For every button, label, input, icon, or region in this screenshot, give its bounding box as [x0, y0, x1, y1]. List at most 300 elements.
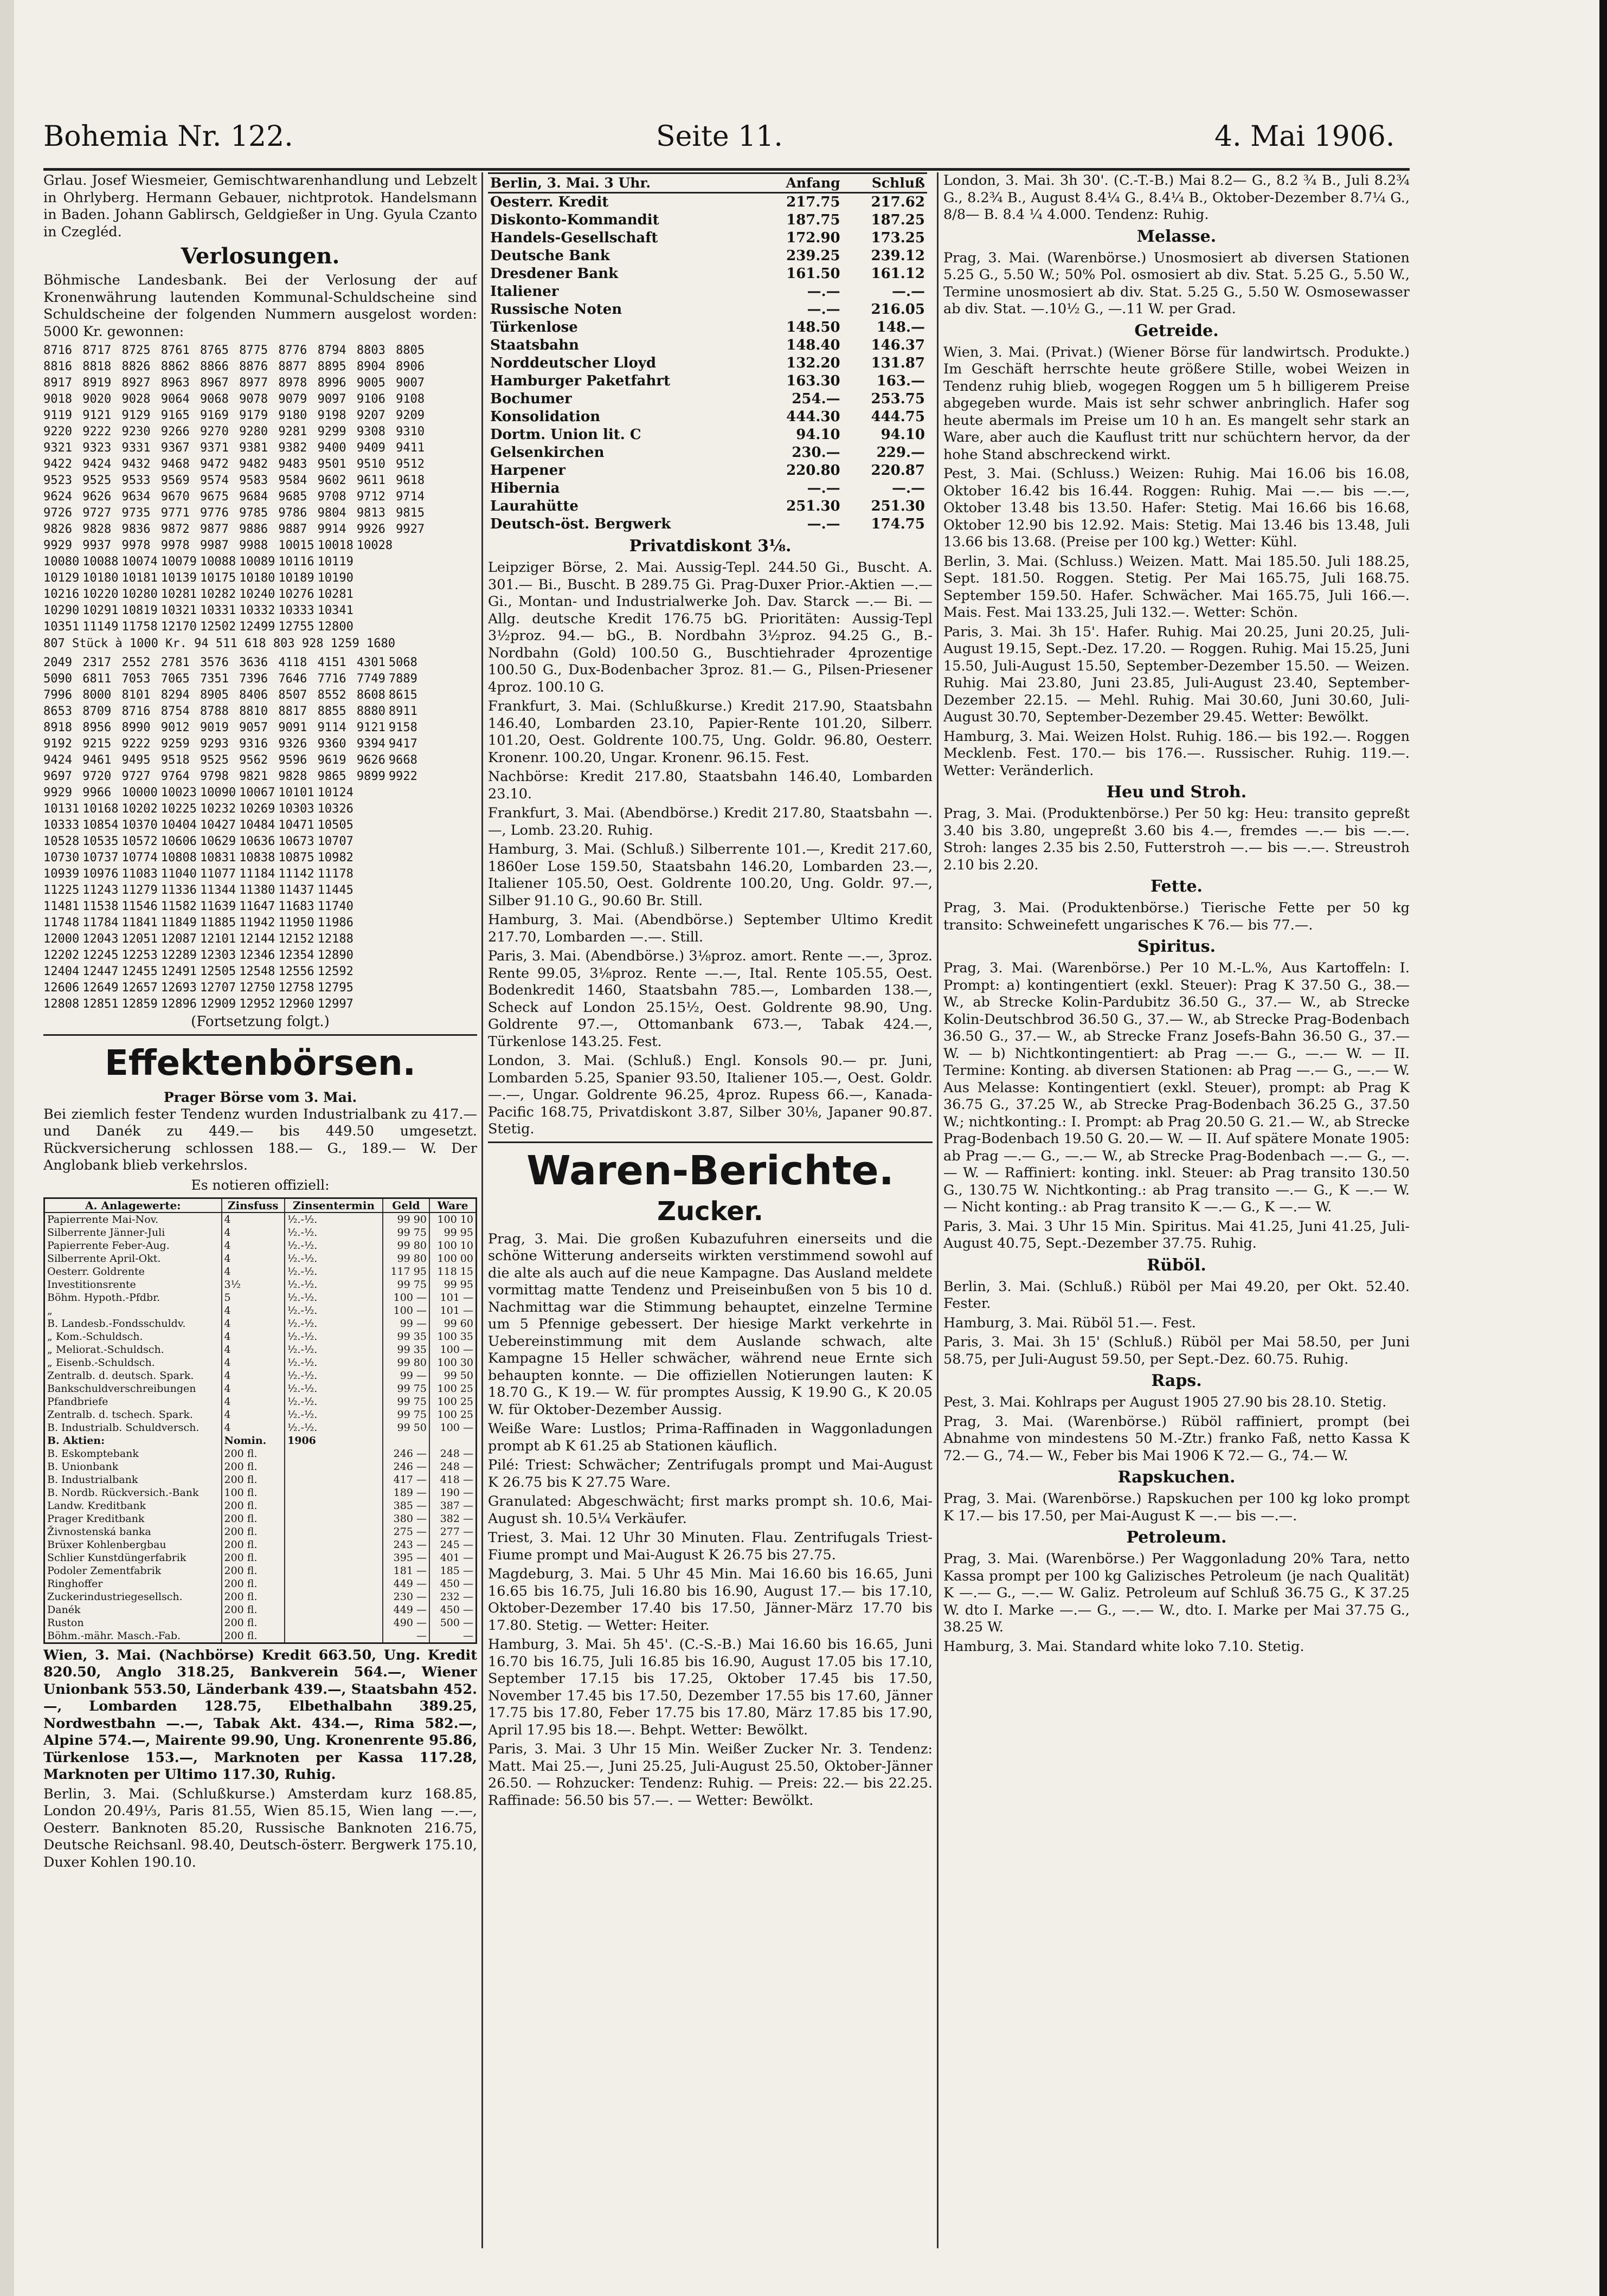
quote-row — [44, 1512, 477, 1525]
lottery-number: 10370 — [121, 818, 158, 832]
lottery-number: 9562 — [239, 753, 268, 767]
lottery-number: 9280 — [239, 425, 268, 438]
quote-cell: ½.-½. — [285, 1421, 383, 1434]
getreide-report: Paris, 3. Mai. 3h 15'. Hafer. Ruhig. Mai 20.25, Juni 20.25, Juli-August 19.15, Sept.-Dez. 17.20. — Roggen. Ruhig. Mai 15.25, Juni 15.50, Juli-August 15.50, September-Dezember 15.50. — Weizen. Ruhig. Mai 23.80, Juni 23.85, Juli-August 23.40, September-Dezember 22.15. — Mehl. Ruhig. Mai 30.60, Juni 30.60, Juli-August 30.70, September-Dezember 29.45. Wetter: Bewölkt. — [943, 623, 1410, 725]
lottery-number: 11942 — [239, 915, 275, 930]
stock-anfang: 220.80 — [786, 462, 840, 479]
lottery-number: 10216 — [43, 588, 80, 601]
quote-cell: 246 — — [383, 1447, 429, 1460]
lottery-number: 8963 — [160, 376, 190, 390]
lottery-number: 10276 — [278, 588, 314, 601]
stock-name: Türkenlose — [490, 319, 578, 336]
quote-row — [44, 1265, 477, 1278]
number-row — [43, 752, 421, 769]
lottery-number: 10131 — [43, 802, 80, 816]
number-row — [43, 655, 421, 671]
lottery-number: 10976 — [82, 867, 119, 881]
section-rule-2 — [488, 1141, 933, 1143]
lottery-number: 9626 — [82, 490, 112, 504]
lottery-number: 12087 — [160, 932, 197, 946]
stock-anfang: 444.30 — [786, 409, 840, 425]
quote-cell: 99 — — [383, 1369, 429, 1382]
lottery-number — [389, 866, 421, 882]
quote-cell: 4 — [222, 1265, 285, 1278]
lottery-number: 10484 — [239, 818, 275, 832]
lottery-number: 9179 — [239, 409, 268, 422]
quote-row — [44, 1291, 477, 1304]
number-row — [43, 964, 421, 980]
lottery-number: 9828 — [278, 769, 307, 783]
lottery-number: 9727 — [121, 769, 151, 783]
lottery-number: 10939 — [43, 867, 80, 881]
quote-row — [44, 1317, 477, 1330]
lottery-number: 12043 — [82, 932, 119, 946]
lottery-number — [396, 538, 428, 554]
lottery-number: 9331 — [121, 441, 151, 455]
lottery-number: 3576 — [200, 655, 229, 669]
lottery-number: 9400 — [317, 441, 346, 455]
stock-anfang: 172.90 — [786, 230, 840, 246]
quote-cell: ½.-½. — [285, 1291, 383, 1304]
quote-header-cell: Zinsentermin — [285, 1198, 383, 1213]
quote-row — [44, 1499, 477, 1512]
lottery-number: 9057 — [239, 720, 268, 734]
stock-anfang: —.— — [807, 283, 840, 300]
quote-row — [44, 1525, 477, 1538]
lottery-number: 9308 — [356, 425, 385, 438]
lottery-number — [389, 801, 421, 817]
stock-anfang: —.— — [807, 480, 840, 496]
lottery-number: 8895 — [317, 360, 346, 373]
stock-row — [488, 515, 927, 533]
quote-cell: 200 fl. — [222, 1577, 285, 1590]
stock-name: Deutsche Bank — [490, 248, 610, 264]
quote-row — [44, 1239, 477, 1252]
lottery-number: 9708 — [317, 490, 346, 504]
lottery-number: 9626 — [356, 753, 385, 767]
lottery-number: 10982 — [317, 850, 353, 865]
quote-header-cell: Ware — [429, 1198, 477, 1213]
scan-edge-left — [0, 0, 14, 2296]
quote-row — [44, 1460, 477, 1473]
lottery-number — [357, 817, 389, 834]
lottery-number: 10636 — [239, 834, 275, 848]
lottery-number — [389, 964, 421, 980]
raps-heading: Raps. — [1151, 1371, 1202, 1390]
quote-row — [44, 1629, 477, 1643]
lottery-number: 9929 — [43, 539, 72, 552]
lottery-number: 8101 — [121, 688, 151, 702]
lottery-number — [389, 882, 421, 899]
lottery-number: 12592 — [317, 964, 353, 978]
quote-cell: B. Industrialbank — [44, 1473, 222, 1486]
lottery-number: 12346 — [239, 948, 275, 962]
stock-row — [488, 301, 927, 319]
number-row — [43, 931, 421, 947]
lottery-number: 10838 — [239, 850, 275, 865]
lottery-number: 12404 — [43, 964, 80, 978]
lottery-number: 11849 — [160, 915, 197, 930]
lottery-number: 8716 — [121, 704, 151, 718]
stock-row — [488, 408, 927, 426]
lottery-number: 8406 — [239, 688, 268, 702]
lottery-number: 9574 — [200, 474, 229, 487]
lottery-number: 8716 — [43, 344, 72, 357]
stock-anfang: 217.75 — [786, 194, 840, 210]
quote-cell: 450 — — [429, 1603, 477, 1616]
lottery-number — [389, 817, 421, 834]
lottery-number — [357, 801, 389, 817]
quote-cell: Oesterr. Goldrente — [44, 1265, 222, 1278]
lottery-number — [357, 850, 389, 866]
lottery-numbers-table-2 — [43, 655, 421, 1012]
heu-heading: Heu und Stroh. — [1106, 783, 1247, 802]
lottery-number: 9804 — [317, 506, 346, 520]
lottery-number: 11538 — [82, 899, 119, 913]
number-row — [43, 456, 428, 473]
lottery-numbers-table-1 — [43, 343, 428, 635]
number-row — [43, 882, 421, 899]
lottery-number: 12245 — [82, 948, 119, 962]
quote-section-cell: Nomin. — [222, 1434, 285, 1447]
lottery-number: 9523 — [43, 474, 72, 487]
stock-anfang: 148.40 — [786, 337, 840, 353]
stock-name: Dortm. Union lit. C — [490, 427, 641, 443]
quote-cell: Silberrente April-Okt. — [44, 1252, 222, 1265]
stock-anfang: —.— — [807, 301, 840, 318]
lottery-number — [396, 586, 428, 603]
lottery-number: 8000 — [82, 688, 112, 702]
quote-cell: 101 — — [429, 1291, 477, 1304]
number-row — [43, 801, 421, 817]
lottery-number: 9675 — [200, 490, 229, 504]
lottery-number: 10281 — [317, 588, 353, 601]
lottery-number: 10000 — [121, 785, 158, 799]
quote-cell: ½.-½. — [285, 1252, 383, 1265]
getreide-report: Wien, 3. Mai. (Privat.) (Wiener Börse für landwirtsch. Produkte.) Im Geschäft herrschte heute größere Stille, wobei Weizen in Tendenz ruhig blieb, wogegen Roggen um 5 h billigerem Preise abgegeben wurde. Mais ist sehr schwer anbringlich. Hafer sog heute abermals im Preise um 10 h an. Es mangelt sehr stark an Ware, aber auch die Kauflust tritt nur schüchtern hervor, da der hohe Stand abschreckend wirkt. — [943, 344, 1410, 463]
lottery-number: 9020 — [82, 392, 112, 406]
raps-report: Prag, 3. Mai. (Warenbörse.) Rüböl raffiniert, prompt (bei Abnahme von mindestens 50 M.-Ztr.) franko Faß, netto Kassa K 72.— G., 74.— W., Feber bis Mai 1906 K 72.— G., 74.— W. — [943, 1413, 1410, 1464]
lottery-number: 12499 — [239, 620, 275, 634]
lottery-number — [357, 834, 389, 850]
quote-cell: 100 fl. — [222, 1486, 285, 1499]
number-row — [43, 391, 428, 408]
stock-row — [488, 193, 927, 212]
lottery-number: 12354 — [278, 948, 314, 962]
lottery-number: 9360 — [317, 737, 346, 751]
quote-row — [44, 1408, 477, 1421]
quote-cell: ½.-½. — [285, 1343, 383, 1356]
lottery-number: 10854 — [82, 818, 119, 832]
lottery-number: 8507 — [278, 688, 307, 702]
number-row — [43, 947, 421, 964]
lottery-number — [396, 603, 428, 619]
quote-cell: 382 — — [429, 1512, 477, 1525]
lottery-number: 9018 — [43, 392, 72, 406]
melasse-heading: Melasse. — [1136, 227, 1217, 246]
lottery-number: 8904 — [356, 360, 385, 373]
quote-cell: 99 90 — [383, 1213, 429, 1226]
lottery-number: 10572 — [121, 834, 158, 848]
lottery-number: 9611 — [356, 474, 385, 487]
lottery-number: 10528 — [43, 834, 80, 848]
quote-cell: 4 — [222, 1395, 285, 1408]
quote-cell — [285, 1616, 383, 1629]
lottery-number: 9685 — [278, 490, 307, 504]
lottery-number: 12000 — [43, 932, 80, 946]
quote-cell: „ Eisenb.-Schuldsch. — [44, 1356, 222, 1369]
lottery-number: 10189 — [278, 571, 314, 585]
rapskuchen-text: Prag, 3. Mai. (Warenbörse.) Rapskuchen per 100 kg loko prompt K 17.— bis 17.50, per Mai-August K —.— bis —.—. — [943, 1491, 1410, 1524]
lottery-number: 9886 — [239, 523, 268, 536]
lottery-number: 12952 — [239, 997, 275, 1011]
stock-row — [488, 426, 927, 444]
ruboel-report: Hamburg, 3. Mai. Rüböl 51.—. Fest. — [943, 1314, 1196, 1331]
lottery-number: 11336 — [160, 883, 197, 897]
fette-heading: Fette. — [1150, 877, 1203, 896]
number-row — [43, 996, 421, 1012]
lottery-number: 9899 — [356, 769, 385, 783]
lottery-number: 11445 — [317, 883, 353, 897]
quote-cell: 99 60 — [429, 1317, 477, 1330]
lottery-number: 8978 — [278, 376, 307, 390]
lottery-number: 11279 — [121, 883, 158, 897]
lottery-number: 10116 — [278, 555, 314, 569]
zucker-report: Paris, 3. Mai. 3 Uhr 15 Min. Weißer Zucker Nr. 3. Tendenz: Matt. Mai 25.—, Juni 25.25, Juli-August 25.50, Oktober-Jänner 26.50. — Rohzucker: Tendenz: Ruhig. — Preis: 22.— bis 22.25. Raffinade: 56.50 bis 57.—. — Wetter: Bewölkt. — [488, 1741, 933, 1809]
number-row — [43, 915, 421, 931]
lottery-number: 9371 — [200, 441, 229, 455]
quote-row — [44, 1330, 477, 1343]
lottery-number: 10269 — [239, 802, 275, 816]
lottery-number: 9533 — [121, 474, 151, 487]
lottery-number: 9512 — [396, 457, 425, 471]
lottery-number: 9483 — [278, 457, 307, 471]
lottery-number: 12960 — [278, 997, 314, 1011]
quote-section-cell: 1906 — [285, 1434, 383, 1447]
lottery-number: 9198 — [317, 409, 346, 422]
lottery-number: 9501 — [317, 457, 346, 471]
quote-cell: 118 15 — [429, 1265, 477, 1278]
petroleum-report: Hamburg, 3. Mai. Standard white loko 7.10. Stetig. — [943, 1638, 1304, 1655]
number-row — [43, 720, 421, 736]
lottery-number: 8906 — [396, 360, 425, 373]
lottery-number: 8725 — [121, 344, 151, 357]
quote-cell: 4 — [222, 1317, 285, 1330]
lottery-number: 9697 — [43, 769, 72, 783]
lottery-number: 9222 — [82, 425, 112, 438]
lottery-number: 10088 — [200, 555, 236, 569]
stock-anfang: 132.20 — [786, 355, 840, 371]
number-row — [43, 505, 428, 521]
quote-cell: Podoler Zementfabrik — [44, 1564, 222, 1577]
lottery-number: 7065 — [160, 672, 190, 686]
quote-cell: 4 — [222, 1226, 285, 1239]
quote-cell: 100 — — [383, 1304, 429, 1317]
lottery-number: 2317 — [82, 655, 112, 669]
quote-cell: 190 — — [429, 1486, 477, 1499]
lottery-number: 9432 — [121, 457, 151, 471]
number-row — [43, 424, 428, 440]
lottery-number: 10303 — [278, 802, 314, 816]
lottery-number: 9836 — [121, 523, 151, 536]
quote-row — [44, 1369, 477, 1382]
lottery-number: 8855 — [317, 704, 346, 718]
stock-name: Deutsch-öst. Bergwerk — [490, 516, 671, 532]
lottery-number: 9584 — [278, 474, 307, 487]
col-anfang: Anfang — [757, 173, 842, 193]
lottery-number: 9714 — [396, 490, 425, 504]
quote-cell — [285, 1538, 383, 1551]
quote-cell: „ Kom.-Schuldsch. — [44, 1330, 222, 1343]
quote-cell: 387 — — [429, 1499, 477, 1512]
stock-anfang: 251.30 — [786, 498, 840, 514]
quote-cell: B. Unionbank — [44, 1460, 222, 1473]
section-rule — [43, 1034, 477, 1036]
stock-name: Handels-Gesellschaft — [490, 230, 658, 246]
lottery-number: 12253 — [121, 948, 158, 962]
quote-cell — [285, 1447, 383, 1460]
quote-cell: 99 80 — [383, 1252, 429, 1265]
lottery-number: 12051 — [121, 932, 158, 946]
lottery-number — [389, 996, 421, 1012]
lottery-number: 9887 — [278, 523, 307, 536]
lottery-number: 12491 — [160, 964, 197, 978]
lottery-number: 11149 — [82, 620, 119, 634]
number-row — [43, 769, 421, 785]
wien-nachboerse: Wien, 3. Mai. (Nachbörse) Kredit 663.50, Ung. Kredit 820.50, Anglo 318.25, Bankverein 564.—, Wiener Unionbank 553.50, Länderbank 439.—, Staatsbahn 452.—, Lombarden 128.75, Elbethalbahn 389.25, Nordwestbahn —.—, Tabak Akt. 434.—, Rima 582.—, Alpine 574.—, Mairente 99.90, Ung. Kronenrente 95.86, Türkenlose 153.—, Marknoten per Kassa 117.28, Marknoten per Ultimo 117.30, Ruhig. — [43, 1647, 477, 1783]
lottery-number: 9409 — [356, 441, 385, 455]
number-row — [43, 375, 428, 391]
stock-row — [488, 462, 927, 480]
quote-cell: Zentralb. d. tschech. Spark. — [44, 1408, 222, 1421]
spiritus-report: Paris, 3. Mai. 3 Uhr 15 Min. Spiritus. Mai 41.25, Juni 41.25, Juli-August 40.75, Sept.-Dezember 37.75. Ruhig. — [943, 1218, 1410, 1252]
lottery-number — [357, 866, 389, 882]
quote-cell: 100 — — [429, 1421, 477, 1434]
stock-row — [488, 498, 927, 515]
quote-row — [44, 1421, 477, 1434]
lottery-number: 11344 — [200, 883, 236, 897]
stock-schluss: 444.75 — [871, 409, 925, 425]
lottery-number: 10089 — [239, 555, 275, 569]
stock-name: Harpener — [490, 462, 565, 479]
lottery-number: 11380 — [239, 883, 275, 897]
stock-row — [488, 283, 927, 301]
lottery-number: 8615 — [388, 688, 417, 702]
lottery-number: 4301 — [356, 655, 385, 669]
quote-cell: 100 25 — [429, 1408, 477, 1421]
lottery-number: 9007 — [396, 376, 425, 390]
quote-cell — [285, 1564, 383, 1577]
lottery-number: 8918 — [43, 720, 72, 734]
quote-cell: ½.-½. — [285, 1278, 383, 1291]
stock-schluss: 146.37 — [871, 337, 925, 353]
lottery-number: 9121 — [82, 409, 112, 422]
lottery-number: 9826 — [43, 523, 72, 536]
lottery-number: 6811 — [82, 672, 112, 686]
quote-cell: Ringhoffer — [44, 1577, 222, 1590]
quote-cell: 450 — — [429, 1577, 477, 1590]
quote-row — [44, 1382, 477, 1395]
intro-paragraph: Grlau. Josef Wiesmeier, Gemischtwarenhandlung und Lebzelt in Ohrlyberg. Hermann Gebauer, nichtprotok. Handelsmann in Baden. Johann Gablirsch, Geldgießer in Ung. Gyula Czanto in Czegléd. — [43, 172, 477, 240]
quote-cell: 4 — [222, 1356, 285, 1369]
lottery-number: 9618 — [396, 474, 425, 487]
lottery-number: 7351 — [200, 672, 229, 686]
lottery-number: 12101 — [200, 932, 236, 946]
lottery-number: 8862 — [160, 360, 190, 373]
lottery-number: 12750 — [239, 981, 275, 995]
quote-row — [44, 1538, 477, 1551]
lottery-number: 12548 — [239, 964, 275, 978]
stock-anfang: 187.75 — [786, 212, 840, 228]
stock-schluss: 239.12 — [871, 248, 925, 264]
quote-cell: 4 — [222, 1343, 285, 1356]
lottery-number: 8294 — [160, 688, 190, 702]
stock-row — [488, 337, 927, 354]
lottery-number: 10124 — [317, 785, 353, 799]
zucker-report: Triest, 3. Mai. 12 Uhr 30 Minuten. Flau. Zentrifugals Triest-Fiume prompt und Mai-August K 26.75 bis 27.75. — [488, 1530, 933, 1563]
quote-cell: B. Landesb.-Fondsschuldv. — [44, 1317, 222, 1330]
lottery-number: 9978 — [121, 539, 151, 552]
lottery-number: 9079 — [278, 392, 307, 406]
stock-name: Russische Noten — [490, 301, 622, 318]
lottery-number: 9815 — [396, 506, 425, 520]
lottery-number: 3636 — [239, 655, 268, 669]
lottery-number: 2552 — [121, 655, 151, 669]
lottery-number: 10080 — [43, 555, 80, 569]
berlin-title: Berlin, 3. Mai. 3 Uhr. — [488, 173, 757, 193]
quote-cell: 248 — — [429, 1460, 477, 1473]
ruboel-heading: Rüböl. — [1147, 1255, 1206, 1275]
quote-cell: 101 — — [429, 1304, 477, 1317]
lottery-number: 9382 — [278, 441, 307, 455]
page-header — [43, 120, 1410, 169]
stock-row — [488, 372, 927, 390]
lottery-number: 11437 — [278, 883, 314, 897]
header-rule — [43, 168, 1410, 171]
lottery-number: 9068 — [200, 392, 229, 406]
quote-cell: 100 30 — [429, 1356, 477, 1369]
quote-cell: 99 50 — [383, 1421, 429, 1434]
quote-row — [44, 1252, 477, 1265]
number-row — [43, 980, 421, 996]
lottery-number: 10232 — [200, 802, 236, 816]
lottery-number: 9461 — [82, 753, 112, 767]
lottery-number: 10129 — [43, 571, 80, 585]
lottery-number: 12502 — [200, 620, 236, 634]
lottery-number: 9988 — [239, 539, 268, 552]
lottery-number: 2781 — [160, 655, 190, 669]
lottery-number: 8826 — [121, 360, 151, 373]
lottery-number: 9230 — [121, 425, 151, 438]
stock-row — [488, 319, 927, 337]
lottery-number: 9259 — [160, 737, 190, 751]
lottery-number: 9668 — [388, 753, 417, 767]
number-row — [43, 850, 421, 866]
quote-cell: Papierrente Mai-Nov. — [44, 1213, 222, 1226]
verlosungen-text: Böhmische Landesbank. Bei der Verlosung der auf Kronenwährung lautenden Kommunal-Schuldscheine sind Schuldscheine der folgenden Nummern ausgelost worden: 5000 Kr. gewonnen: — [43, 272, 477, 340]
lottery-number: 10808 — [160, 850, 197, 865]
london-sugar: London, 3. Mai. 3h 30'. (C.-T.-B.) Mai 8.2— G., 8.2 ¾ B., Juli 8.2¾ G., 8.2¾ B., August 8.4¼ G., 8.4¼ B., Oktober-Dezember 8.7¼ G., 8/8— B. 8.4 ¼ 4.000. Tendenz: Ruhig. — [943, 172, 1410, 223]
lottery-number: 9583 — [239, 474, 268, 487]
lottery-number: 9619 — [317, 753, 346, 767]
lottery-number: 9215 — [82, 737, 112, 751]
quote-cell: 100 25 — [429, 1395, 477, 1408]
lottery-number: 10326 — [317, 802, 353, 816]
header-left: Bohemia Nr. 122. — [43, 120, 293, 153]
lottery-number: 8803 — [356, 344, 385, 357]
quote-section-cell — [383, 1434, 429, 1447]
quote-cell: 4 — [222, 1252, 285, 1265]
